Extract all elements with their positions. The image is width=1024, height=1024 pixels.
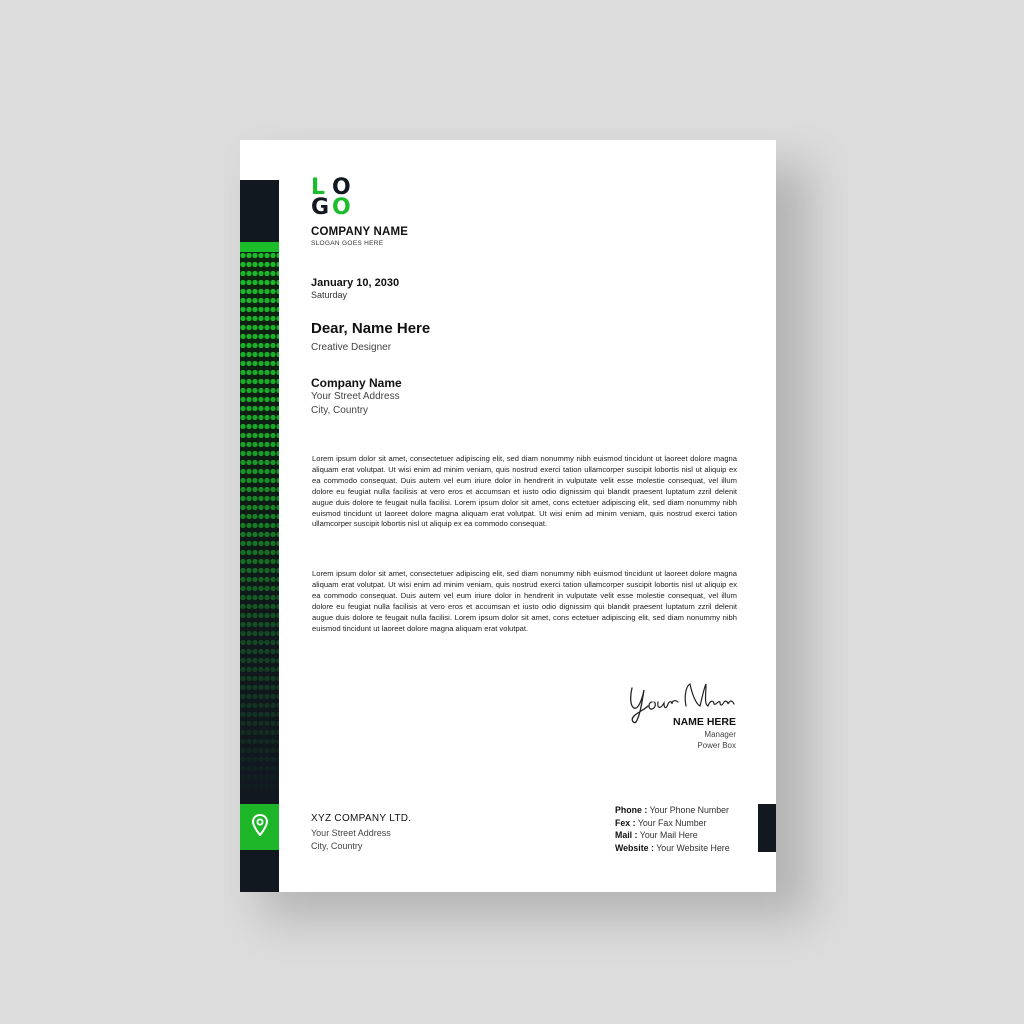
salutation: Dear, Name Here <box>311 320 431 337</box>
contact-label: Website : <box>615 843 654 854</box>
footer-city: City, Country <box>311 841 363 851</box>
logo <box>311 175 353 220</box>
map-pin-icon <box>252 814 268 841</box>
logo-letter: G <box>311 195 329 220</box>
recipient-company: Company Name <box>311 376 402 390</box>
body-paragraph: Lorem ipsum dolor sit amet, consectetuer adipiscing elit, sed diam nonummy nibh euismod tincidunt ut laoreet dolore magna aliquam erat volutpat. Ut wisi enim ad minim veniam, quis nostrud exerci tation ullamcorper suscipit lobortis nisl ut aliquip ex ea commodo consequat. Duis autem vel eum iriure dolor in hendrerit in vulputate velit esse molestie consequat, vel illum dolore eu feugiat nulla facilisis at vero eros et accumsan et iusto odio dignissim qui blandit praesent luptatum zzril delenit augue duis dolore te feugait nulla facilisi. Lorem ipsum dolor sit amet, cons ectetuer adipiscing elit, sed diam nonummy nibh euismod tincidunt ut laoreet dolore magna aliquam erat volutpat. <box>312 569 737 633</box>
letter-day: Saturday <box>311 290 348 300</box>
location-pin-box <box>240 804 279 850</box>
signatory-organization: Power Box <box>697 741 736 750</box>
logo-letter: L <box>311 175 325 200</box>
footer-company: XYZ COMPANY LTD. <box>311 813 412 824</box>
contact-value: Your Fax Number <box>637 817 707 828</box>
halftone-fade <box>240 242 279 802</box>
contact-list <box>615 804 730 855</box>
halftone-green-band <box>240 242 279 252</box>
contact-value: Your Website Here <box>656 843 730 854</box>
contact-website <box>615 842 730 855</box>
logo-letter: O <box>332 195 350 220</box>
recipient-street: Your Street Address <box>311 391 400 402</box>
contact-label: Phone : <box>615 805 648 815</box>
contact-label: Mail : <box>615 830 638 841</box>
contact-phone <box>615 804 730 817</box>
recipient-role: Creative Designer <box>311 342 392 353</box>
footer-street: Your Street Address <box>311 828 391 838</box>
letter-date: January 10, 2030 <box>311 277 400 289</box>
body-paragraph: Lorem ipsum dolor sit amet, consectetuer adipiscing elit, sed diam nonummy nibh euismod tincidunt ut laoreet dolore magna aliquam erat volutpat. Ut wisi enim ad minim veniam, quis nostrud exerci tation ullamcorper suscipit lobortis nisl ut aliquip ex ea commodo consequat. Duis autem vel eum iriure dolor in hendrerit in vulputate velit esse molestie consequat, vel illum dolore eu feugiat nulla facilisis at vero eros et accumsan et iusto odio dignissim qui blandit praesent luptatum zzril delenit augue duis dolore te feugait nulla facilisi. Lorem ipsum dolor sit amet, cons ectetuer adipiscing elit, sed diam nonummy nibh euismod tincidunt ut laoreet dolore magna aliquam erat volutpat. Ut wisi enim ad minim veniam, quis nostrud exerci tation ullamcorper suscipit lobortis nisl ut aliquip ex ea commodo consequat. <box>312 454 737 529</box>
contact-value: Your Mail Here <box>639 830 698 841</box>
right-accent-bar <box>758 804 776 852</box>
contact-value: Your Phone Number <box>649 805 729 815</box>
side-bar-dark-top <box>240 180 279 242</box>
slogan: SLOGAN GOES HERE <box>311 240 384 247</box>
logo-letter: O <box>332 175 350 200</box>
signatory-name: NAME HERE <box>672 716 736 728</box>
signatory-title: Manager <box>704 730 736 739</box>
contact-label: Fex : <box>615 817 636 828</box>
letterhead-page <box>240 140 776 892</box>
contact-mail <box>615 829 730 842</box>
contact-fax <box>615 817 730 830</box>
recipient-city: City, Country <box>311 405 369 416</box>
company-name: COMPANY NAME <box>311 226 409 238</box>
